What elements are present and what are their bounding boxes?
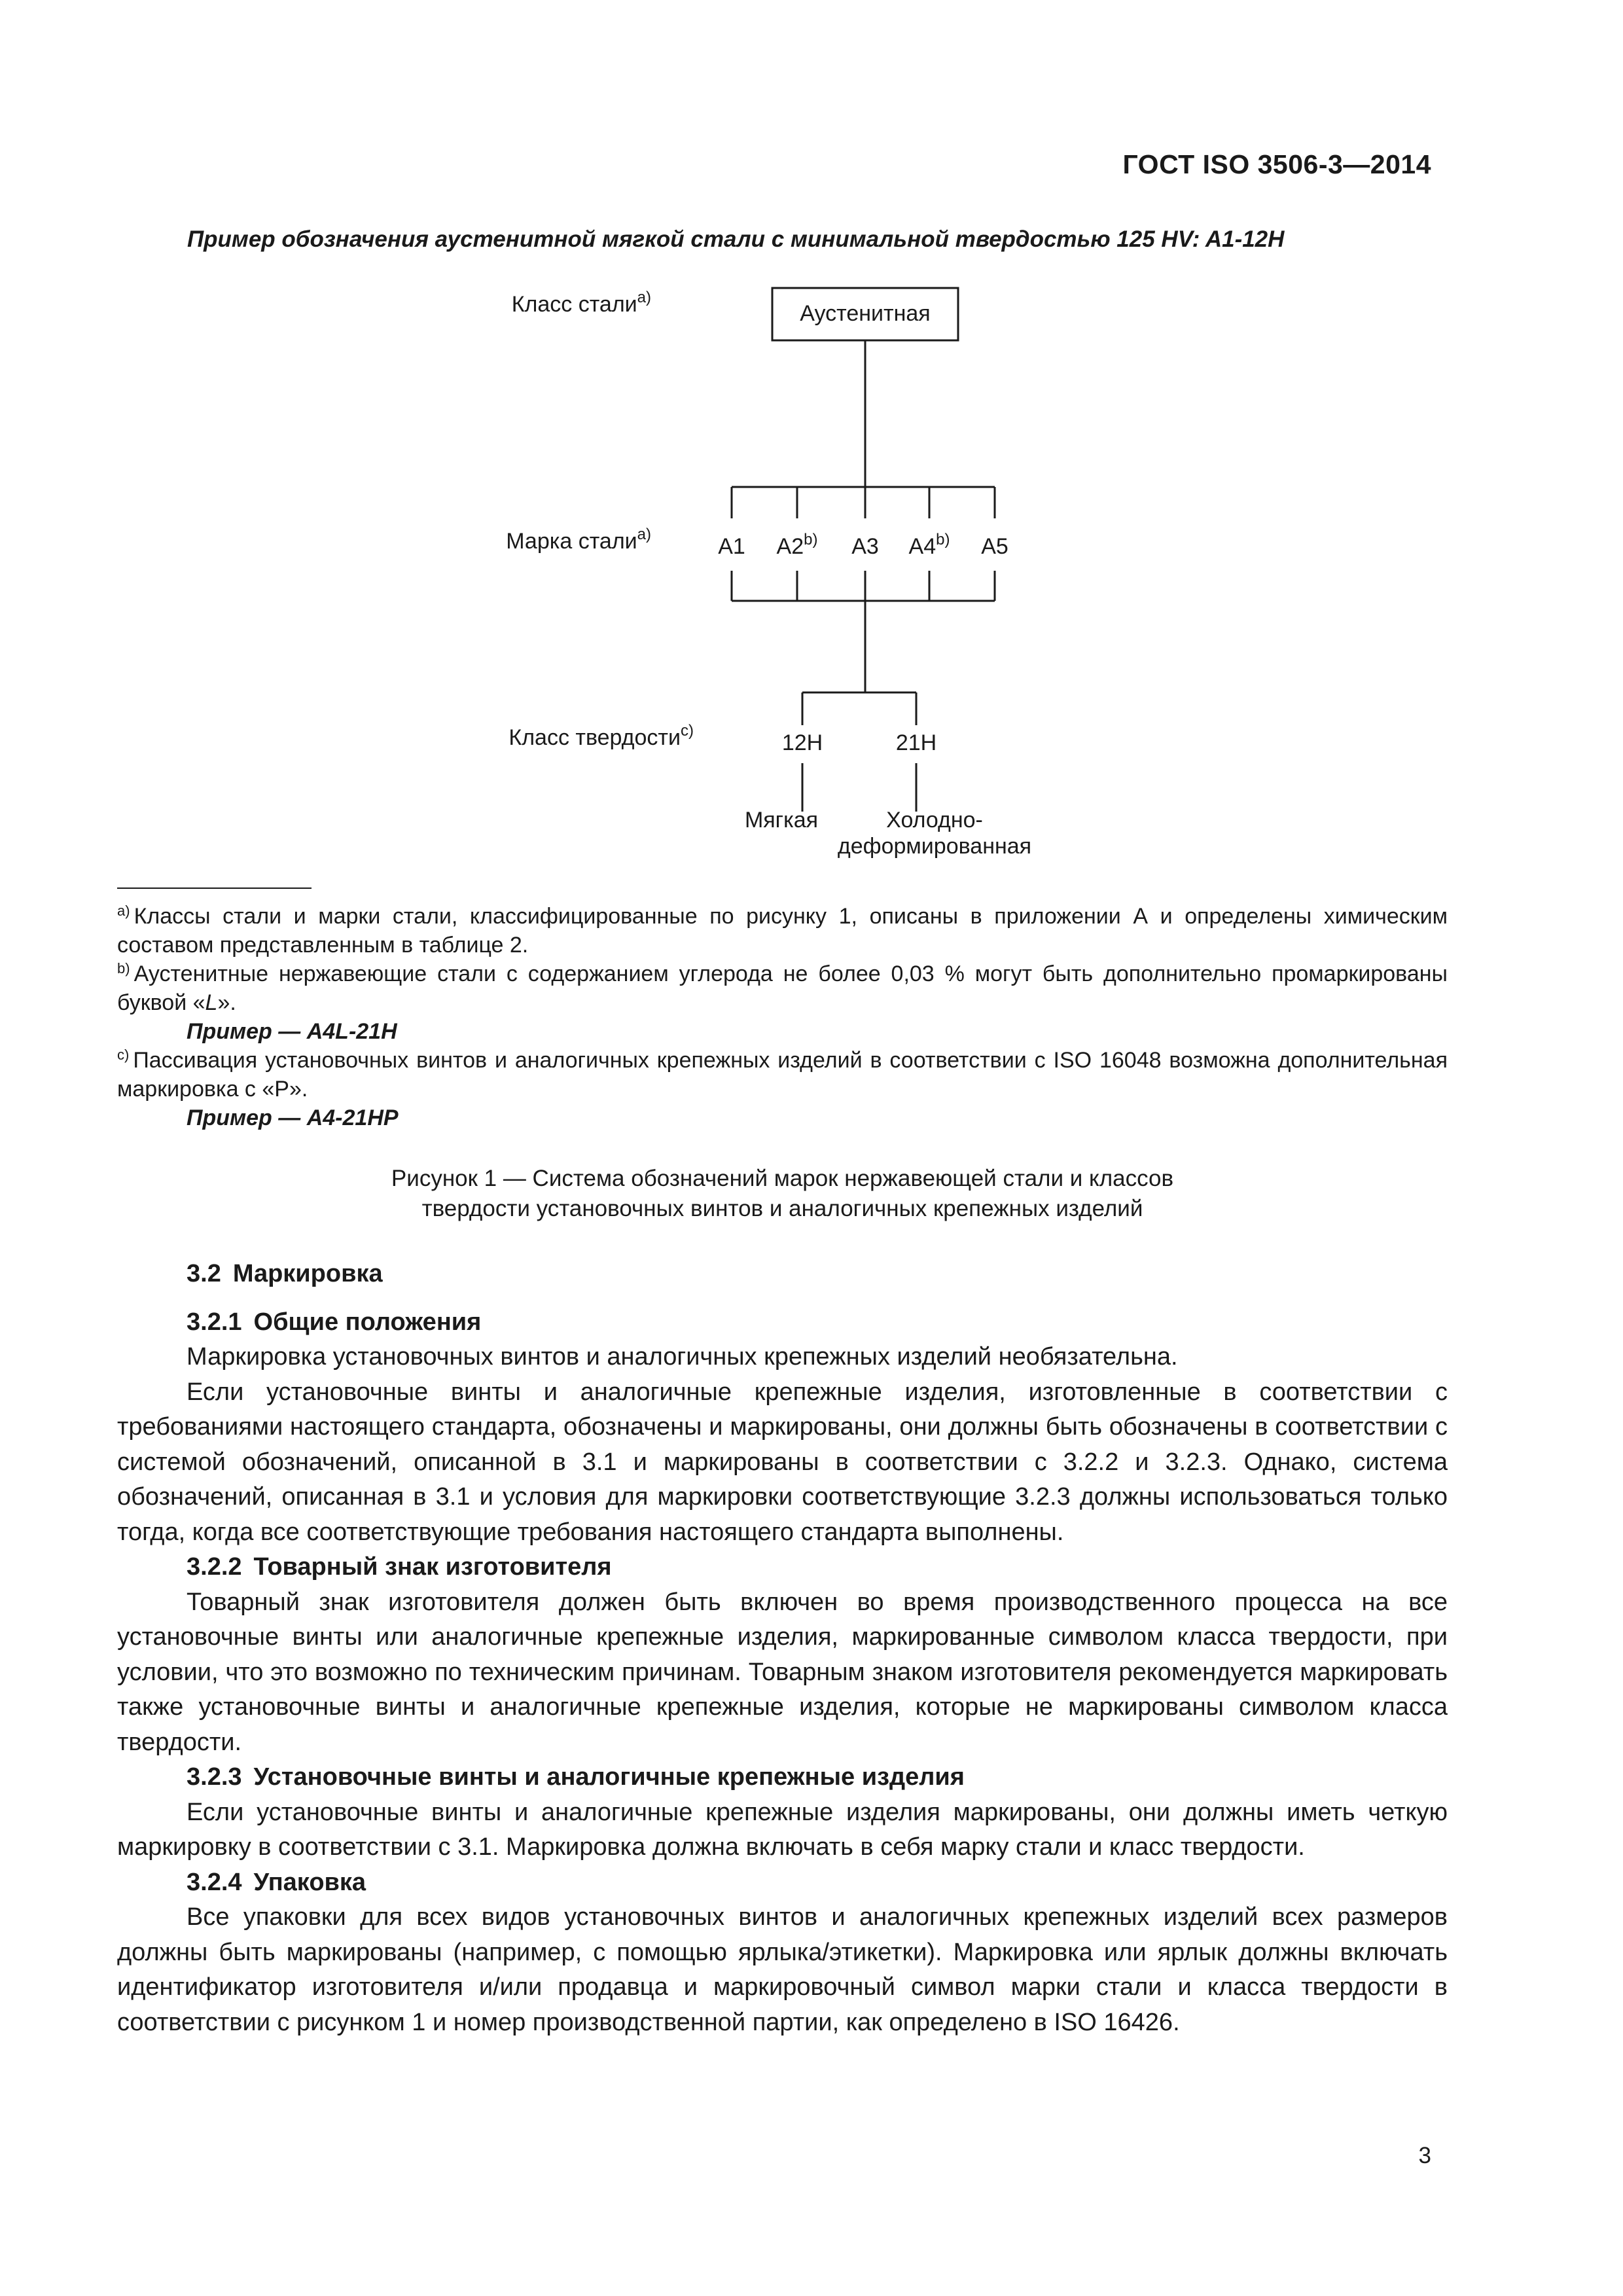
footnote-b: $^{b)}$ Аустенитные нержавеющие стали с содержанием углерода не более 0,03 % могут быть дополнительно промаркированы буквой «L».: [117, 960, 1448, 1015]
hardness-label: Класс твердости$^{c)}$: [508, 722, 694, 750]
footnotes: [117, 902, 1448, 1132]
hardness-12h: 12H: [781, 730, 823, 755]
paragraph: Если установочные винты и аналогичные крепежные изделия, изготовленные в соответствии с требованиями настоящего стандарта, обозначены и маркированы, они должны быть обозначены в соответствии с системой обозначений, описанной в 3.1 и маркированы в соответствии с 3.2.2 и 3.2.3. Однако, система обозначений, описанная в 3.1 и условия для маркировки соответствующие 3.2.3 должны использоваться только тогда, когда все соответствующие требования настоящего стандарта выполнены.: [117, 1378, 1448, 1546]
footnote-example-1: Пример — A4L-21H: [187, 1019, 397, 1044]
paragraph: Маркировка установочных винтов и аналогичных крепежных изделий необязательна.: [187, 1343, 1178, 1371]
grade-a4: A4$^{b)}$: [908, 531, 950, 559]
footnote-example-2: Пример — A4-21HP: [187, 1105, 399, 1130]
section-heading-3-2-4: 3.2.4 Упаковка: [187, 1868, 366, 1896]
section-heading-3-2-1: 3.2.1 Общие положения: [187, 1308, 482, 1336]
caption-line-2: твердости установочных винтов и аналогичных крепежных изделий: [421, 1196, 1143, 1221]
grade-a5: A5: [981, 534, 1008, 559]
footnote-rule: [117, 888, 312, 889]
caption-line-1: Рисунок 1 — Система обозначений марок нержавеющей стали и классов: [391, 1166, 1174, 1191]
paragraph: Если установочные винты и аналогичные крепежные изделия маркированы, они должны иметь четкую маркировку в соответствии с 3.1. Маркировка должна включать в себя марку стали и класс твердости.: [117, 1798, 1448, 1861]
example-title: Пример обозначения аустенитной мягкой стали с минимальной твердостью 125 HV: A1-12H: [187, 226, 1285, 252]
grade-a3: A3: [851, 534, 879, 559]
grade-a2: A2$^{b)}$: [776, 531, 818, 559]
cold-label-line1: Холодно-: [886, 808, 983, 833]
grade-label: Марка стали$^{а)}$: [506, 526, 651, 554]
designation-diagram: [0, 0, 1623, 877]
page-number: 3: [1418, 2143, 1431, 2168]
cold-label-line2: деформированная: [837, 834, 1032, 859]
document-header: ГОСТ ISO 3506-3—2014: [1122, 149, 1431, 179]
body-text: [117, 1257, 1448, 2040]
paragraph: Товарный знак изготовителя должен быть включен во время производственного процесса на все установочные винты или аналогичные крепежные изделия, маркированные символом класса твердости, при условии, что это возможно по техническим причинам. Товарным знаком изготовителя рекомендуется маркировать также установочные винты и аналогичные крепежные изделия, которые не маркированы символом класса твердости.: [117, 1588, 1448, 1756]
class-box-label: Аустенитная: [800, 301, 931, 326]
class-label: Класс стали$^{а)}$: [511, 289, 651, 317]
footnote-a: $^{a)}$ Классы стали и марки стали, классифицированные по рисунку 1, описаны в приложении А и определены химическим составом представленным в таблице 2.: [117, 903, 1448, 958]
grade-a1: A1: [718, 534, 745, 559]
footnote-c: $^{c)}$ Пассивация установочных винтов и аналогичных крепежных изделий в соответствии с ISO 16048 возможна дополнительная маркировка с «P».: [117, 1047, 1448, 1102]
hardness-21h: 21H: [895, 730, 937, 755]
section-heading-3-2-2: 3.2.2 Товарный знак изготовителя: [187, 1553, 612, 1581]
figure-caption: [117, 1164, 1448, 1224]
section-heading-3-2: 3.2 Маркировка: [187, 1260, 383, 1287]
section-heading-3-2-3: 3.2.3 Установочные винты и аналогичные крепежные изделия: [187, 1763, 965, 1791]
soft-label: Мягкая: [744, 808, 819, 833]
paragraph: Все упаковки для всех видов установочных винтов и аналогичных крепежных изделий всех размеров должны быть маркированы (например, с помощью ярлыка/этикетки). Маркировка или ярлык должны включать идентификатор изготовителя и/или продавца и маркировочный символ марки стали и класса твердости в соответствии с рисунком 1 и номер производственной партии, как определено в ISO 16426.: [117, 1903, 1448, 2036]
